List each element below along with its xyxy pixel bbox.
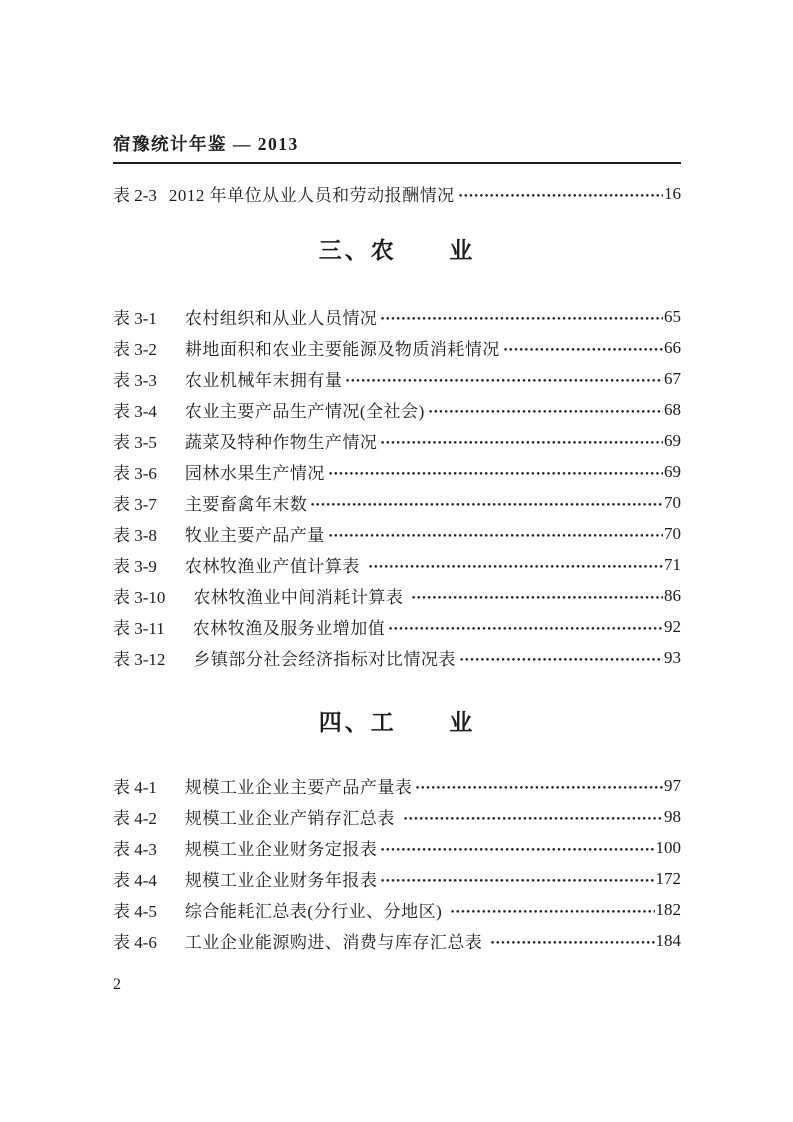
entry-page-number: 16 (664, 183, 681, 203)
leader-dots-icon (328, 456, 663, 487)
entry-table-label: 表 4-4 (113, 871, 157, 890)
leader-dots-icon (458, 178, 663, 209)
toc-entry (113, 363, 681, 394)
entry-table-label: 表 3-10 (113, 588, 166, 607)
entry-page-number: 86 (664, 585, 681, 605)
toc-entry (113, 925, 681, 956)
entry-title: 耕地面积和农业主要能源及物质消耗情况 (184, 340, 500, 359)
toc-list (113, 770, 681, 956)
entry-table-label: 表 3-5 (113, 433, 157, 452)
leader-dots-icon (388, 611, 663, 642)
leader-dots-icon (403, 801, 663, 832)
page-header-title: 宿豫统计年鉴 — 2013 (113, 131, 681, 164)
entry-table-label: 表 3-1 (113, 309, 157, 328)
toc-entry (113, 487, 681, 518)
toc-entry (113, 642, 681, 673)
entry-title: 乡镇部分社会经济指标对比情况表 (193, 650, 456, 669)
leader-dots-icon (490, 925, 654, 956)
toc-entry (113, 178, 681, 209)
leader-dots-icon (328, 518, 663, 549)
entry-page-number: 70 (664, 523, 681, 543)
entry-title: 蔬菜及特种作物生产情况 (184, 433, 378, 452)
entry-table-label: 表 4-1 (113, 778, 157, 797)
entry-page-number: 65 (664, 306, 681, 326)
entry-page-number: 172 (655, 868, 681, 888)
toc-entry (113, 611, 681, 642)
entry-title: 农林牧渔业中间消耗计算表 (193, 588, 409, 607)
entry-title: 规模工业企业财务年报表 (184, 871, 378, 890)
leader-dots-icon (368, 549, 663, 580)
toc-entry (113, 332, 681, 363)
leader-dots-icon (450, 894, 655, 925)
entry-page-number: 66 (664, 337, 681, 357)
entry-title: 农业主要产品生产情况(全社会) (184, 402, 425, 421)
entry-page-number: 67 (664, 368, 681, 388)
toc-section-agriculture (113, 236, 681, 673)
entry-page-number: 69 (664, 461, 681, 481)
entry-page-number: 68 (664, 399, 681, 419)
entry-title: 农业机械年末拥有量 (184, 371, 343, 390)
toc-entry (113, 832, 681, 863)
entry-title: 农村组织和从业人员情况 (184, 309, 378, 328)
toc-entry (113, 301, 681, 332)
entry-title: 规模工业企业财务定报表 (184, 840, 378, 859)
toc-list (113, 301, 681, 673)
toc-entry (113, 801, 681, 832)
entry-table-label: 表 2-3 (113, 186, 157, 205)
leader-dots-icon (380, 832, 654, 863)
section-heading: 四、工 业 (318, 710, 476, 735)
toc-entry (113, 394, 681, 425)
entry-title: 2012 年单位从业人员和劳动报酬情况 (168, 186, 455, 205)
entry-page-number: 71 (664, 554, 681, 574)
entry-title: 综合能耗汇总表(分行业、分地区) (184, 902, 447, 921)
entry-page-number: 93 (664, 647, 681, 667)
entry-table-label: 表 4-3 (113, 840, 157, 859)
leader-dots-icon (345, 363, 663, 394)
entry-table-label: 表 3-8 (113, 526, 157, 545)
entry-title: 牧业主要产品产量 (184, 526, 325, 545)
toc-list (113, 178, 681, 209)
leader-dots-icon (380, 301, 663, 332)
entry-title: 主要畜禽年末数 (184, 495, 308, 514)
leader-dots-icon (310, 487, 663, 518)
entry-page-number: 92 (664, 616, 681, 636)
leader-dots-icon (459, 642, 663, 673)
entry-table-label: 表 4-5 (113, 902, 157, 921)
leader-dots-icon (415, 770, 663, 801)
entry-table-label: 表 3-11 (113, 619, 165, 638)
entry-page-number: 182 (655, 899, 681, 919)
entry-table-label: 表 3-2 (113, 340, 157, 359)
entry-page-number: 97 (664, 775, 681, 795)
entry-table-label: 表 4-6 (113, 933, 157, 952)
entry-page-number: 98 (664, 806, 681, 826)
entry-table-label: 表 3-12 (113, 650, 166, 669)
entry-table-label: 表 4-2 (113, 809, 157, 828)
entry-title: 规模工业企业产销存汇总表 (184, 809, 400, 828)
entry-table-label: 表 3-7 (113, 495, 157, 514)
entry-table-label: 表 3-6 (113, 464, 157, 483)
entry-table-label: 表 3-3 (113, 371, 157, 390)
entry-title: 工业企业能源购进、消费与库存汇总表 (184, 933, 488, 952)
toc-section-industry (113, 708, 681, 956)
entry-page-number: 100 (655, 837, 681, 857)
entry-table-label: 表 3-4 (113, 402, 157, 421)
entry-page-number: 70 (664, 492, 681, 512)
toc-entry (113, 863, 681, 894)
page-number: 2 (113, 976, 121, 993)
entry-title: 规模工业企业主要产品产量表 (184, 778, 413, 797)
leader-dots-icon (380, 425, 663, 456)
entry-page-number: 184 (655, 930, 681, 950)
toc-entry (113, 580, 681, 611)
leader-dots-icon (503, 332, 663, 363)
leader-dots-icon (428, 394, 663, 425)
entry-table-label: 表 3-9 (113, 557, 157, 576)
toc-section-carryover (113, 178, 681, 209)
leader-dots-icon (380, 863, 654, 894)
entry-page-number: 69 (664, 430, 681, 450)
entry-title: 农林牧渔及服务业增加值 (192, 619, 386, 638)
toc-entry (113, 425, 681, 456)
toc-entry (113, 770, 681, 801)
toc-entry (113, 456, 681, 487)
toc-entry (113, 549, 681, 580)
entry-title: 园林水果生产情况 (184, 464, 325, 483)
toc-entry (113, 518, 681, 549)
toc-entry (113, 894, 681, 925)
leader-dots-icon (411, 580, 663, 611)
entry-title: 农林牧渔业产值计算表 (184, 557, 365, 576)
section-heading: 三、农 业 (318, 238, 476, 263)
